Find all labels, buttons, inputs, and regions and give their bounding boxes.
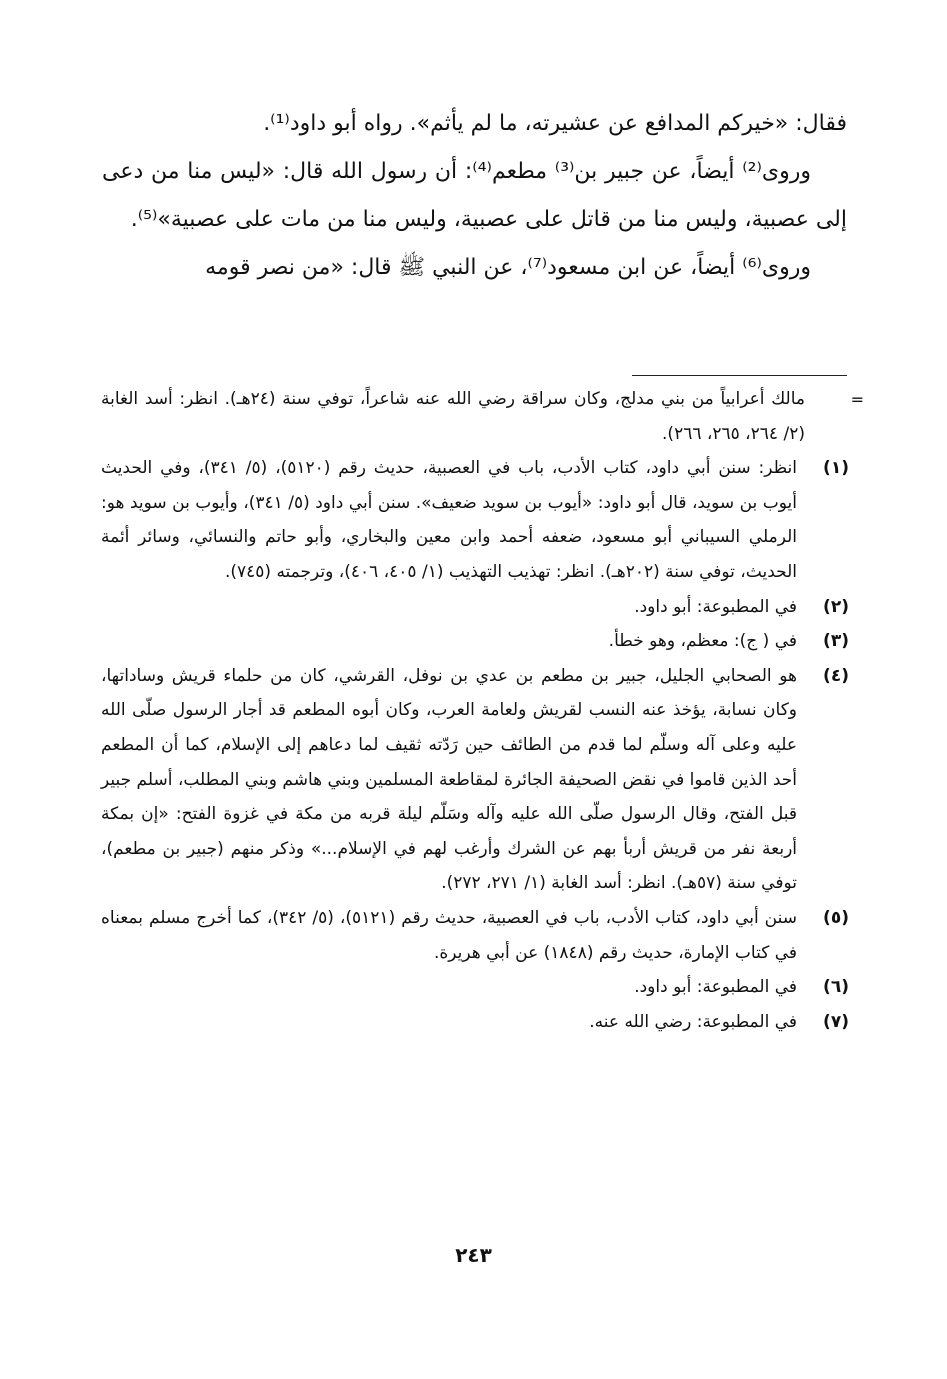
footnote-text: سنن أبي داود، كتاب الأدب، باب في العصبية، حديث رقم (٥١٢١)، (٥/ ٣٤٢)، كما أخرج مسلم بمعناه في كتاب الإمارة، حديث رقم (١٨٤٨) عن أبي هريرة. xyxy=(101,907,797,963)
main-paragraph-3: وروى⁽⁶⁾ أيضاً، عن ابن مسعود⁽⁷⁾، عن النبي ﷺ قال: «من نصر قومه xyxy=(205,255,811,280)
footnote-5 xyxy=(101,901,849,970)
footnotes xyxy=(101,382,849,1039)
footnote-text: في المطبوعة: أبو داود. xyxy=(634,977,797,998)
footnote-continuation-mark: = xyxy=(850,390,864,409)
footnote-number: (٧) xyxy=(823,1011,849,1032)
footnote-text: هو الصحابي الجليل، جبير بن مطعم بن عدي بن نوفل، القرشي، كان من حلماء قريش وساداتها، وكان نسابة، يؤخذ عنه النسب لقريش ولعامة العرب، وكان أبوه المطعم قد أجار الرسول صلّى الله عليه وعلى آله وسلّم لما قدم من الطائف حين رَدّته ثقيف لما دعاهم إلى الإسلام، كما أن المطعم أحد الذين قاموا في نقض الصحيفة الجائرة لمقاطعة المسلمين وبني هاشم وبني المطلب، أسلم جبير قبل الفتح، وقال الرسول صلّى الله عليه وآله وسَلّم ليلة قربه من مكة في غزوة الفتح: «إن بمكة أربعة نفر من قريش أربأ بهم عن الشرك وأرغب لهم في الإسلام...» وذكر منهم (جبير بن مطعم)، توفي سنة (٥٧هـ). انظر: أسد الغابة (١/ ٢٧١، ٢٧٢). xyxy=(101,665,797,894)
footnote-number: (٥) xyxy=(823,907,849,928)
footnote-2 xyxy=(101,590,849,625)
footnote-number: (٣) xyxy=(823,631,849,652)
footnote-6 xyxy=(101,970,849,1005)
footnote-text: في المطبوعة: أبو داود. xyxy=(634,596,797,617)
main-paragraph-2: وروى⁽²⁾ أيضاً، عن جبير بن⁽³⁾ مطعم⁽⁴⁾: أن رسول الله قال: «ليس منا من دعى إلى عصبية، وليس منا من قاتل على عصبية، وليس منا من مات على عصبية»⁽⁵⁾. xyxy=(102,159,847,232)
footnote-separator xyxy=(632,375,847,376)
footnote-number: (٦) xyxy=(823,977,849,998)
footnote-continuation: مالك أعرابياً من بني مدلج، وكان سراقة رضي الله عنه شاعراً، توفي سنة (٢٤هـ). انظر: أسد الغابة (٢/ ٢٦٤، ٢٦٥، ٢٦٦). xyxy=(101,389,805,444)
footnote-number: (١) xyxy=(823,458,849,479)
footnote-text: في المطبوعة: رضي الله عنه. xyxy=(589,1011,797,1032)
footnote-text: انظر: سنن أبي داود، كتاب الأدب، باب في العصبية، حديث رقم (٥١٢٠)، (٥/ ٣٤١)، وفي الحديث أيوب بن سويد، قال أبو داود: «أيوب بن سويد ضعيف». سنن أبي داود (٥/ ٣٤١)، وأيوب بن سويد هو: الرملي السيباني أبو مسعود، ضعفه أحمد وابن معين والبخاري، وأبو حاتم والنسائي، وسائر أئمة الحديث، توفي سنة (٢٠٢هـ). انظر: تهذيب التهذيب (١/ ٤٠٥، ٤٠٦)، وترجمته (٧٤٥). xyxy=(101,458,797,582)
footnote-4 xyxy=(101,659,849,901)
footnote-7 xyxy=(101,1005,849,1040)
footnote-3 xyxy=(101,624,849,659)
footnote-1 xyxy=(101,451,849,589)
footnote-number: (٢) xyxy=(823,596,849,617)
main-text xyxy=(102,100,847,292)
footnote-number: (٤) xyxy=(823,665,849,686)
main-paragraph-1: فقال: «خيركم المدافع عن عشيرته، ما لم يأثم». رواه أبو داود⁽¹⁾. xyxy=(263,111,847,136)
footnote-text: في ( ج): معظم، وهو خطأ. xyxy=(608,631,797,652)
page-number: ٢٤٣ xyxy=(455,1243,492,1267)
